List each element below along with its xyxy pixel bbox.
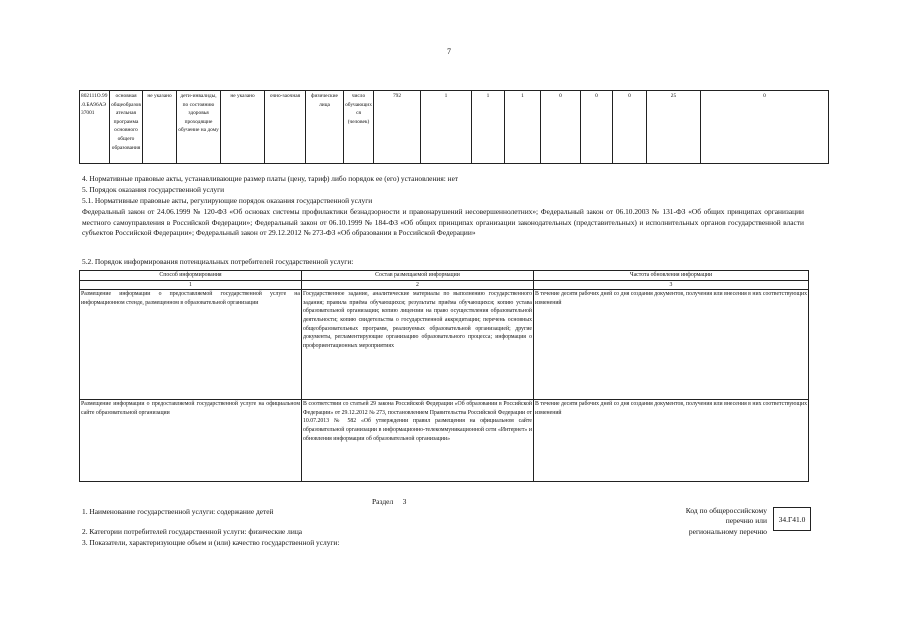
table-cell: не указано [143,91,177,164]
column-header: Частота обновления информации [534,271,809,281]
para-5: 5. Порядок оказания государственной услуги [82,185,225,194]
column-number: 3 [534,280,809,290]
table-cell: очно-заочная [265,91,306,164]
code-label-2: перечню или [725,516,767,525]
table-cell: 0 [541,91,581,164]
column-header: Состав размещаемой информации [302,271,534,281]
table-header-row [80,271,809,281]
table-cell: 0 [613,91,647,164]
table-cell: не указано [221,91,265,164]
section-title: Раздел 3 [372,497,407,506]
para-5-1: 5.1. Нормативные правовые акты, регулирующие порядок оказания государственной услуги [82,196,373,205]
para-5-2: 5.2. Порядок информирования потенциальных потребителей государственной услуги: [82,257,354,266]
table-cell: дети-инвалиды, по состоянию здоровья проходящие обучение на дому [177,91,221,164]
table-cell: Размещение информации о предоставляемой государственной услуге на официальном сайте образовательной организации [80,400,302,482]
table-row [80,91,829,164]
table-cell: 792 [374,91,421,164]
table-cell: 25 [647,91,701,164]
table-cell: физические лица [306,91,344,164]
table-cell: В течение десяти рабочих дней со дня создания документов, получения или внесения в них соответствующих изменений [534,400,809,482]
table-cell: 1 [472,91,505,164]
column-header: Способ информирования [80,271,302,281]
code-label-1: Код по общероссийскому [685,506,767,515]
table-number-row [80,280,809,290]
table-cell: 1 [421,91,472,164]
table-cell: 1 [505,91,541,164]
laws-text: Федеральный закон от 24.06.1999 № 120-ФЗ «Об основах системы профилактики безнадзорности и правонарушений несовершеннолетних»; Федеральный закон от 06.10.2003 № 131-ФЗ «Об общих принципах организации местного самоуправления в Российской Федерации»; Федеральный закон от 06.10.1999 № 184-ФЗ «Об общих принципах организации законодательных (представительных) и исполнительных органов государственной власти субъектов Российской Федерации»; Федеральный закон от 29.12.2012 № 273-ФЗ «Об образовании в Российской Федерации» [82,207,804,237]
item-1: 1. Наименование государственной услуги: содержание детей [82,507,274,516]
table-cell: В течение десяти рабочих дней со дня создания документов, получения или внесения в них соответствующих изменений [534,290,809,400]
item-3: 3. Показатели, характеризующие объем и (или) качество государственной услуги: [82,538,340,547]
table-cell: 802111О.99.0.БА96АЭ37001 [80,91,110,164]
informing-table [79,270,809,482]
table-row [80,290,809,400]
table-cell: Размещение информации о предоставляемой государственной услуге на информационном стенде, размещенном в образовательной организации [80,290,302,400]
table-cell: основная общеобразовательная программа основного общего образования [110,91,143,164]
page-number: 7 [447,47,451,56]
table-cell: Государственное задание, аналитические материалы по выполнению государственного задания; правила приёма обучающихся; результаты приёма обучающихся; копию устава образовательной организации; копию лицензии на право осуществления образовательной деятельности; копию свидетельства о государственной аккредитации; перечень основных общеобразовательных программ, реализуемых образовательной организацией; другие документы, регламентирующие организацию образовательного процесса; информация о профориентационных мероприятиях [302,290,534,400]
table-cell: 0 [581,91,613,164]
table-cell: В соответствии со статьей 29 закона Российской Федерации «Об образовании в Российской Федерации» от 29.12.2012 № 273, постановлением Правительства Российской Федерации от 10.07.2013 № 582 «Об утверждении правил размещения на официальном сайте образовательной организации в информационно-телекоммуникационной сети «Интернет» и обновления информации об образовательной организации» [302,400,534,482]
table-row [80,400,809,482]
column-number: 1 [80,280,302,290]
item-2: 2. Категории потребителей государственной услуги: физические лица [82,527,303,536]
para-4: 4. Нормативные правовые акты, устанавливающие размер платы (цену, тариф) либо порядок ее (его) установления: нет [82,174,459,183]
table-cell: 0 [701,91,829,164]
column-number: 2 [302,280,534,290]
table-cell: число обучающихся (человек) [344,91,374,164]
indicators-table [79,90,829,164]
code-label-3: региональному перечню [688,527,767,536]
code-value-box: 34.Г41.0 [773,507,811,531]
